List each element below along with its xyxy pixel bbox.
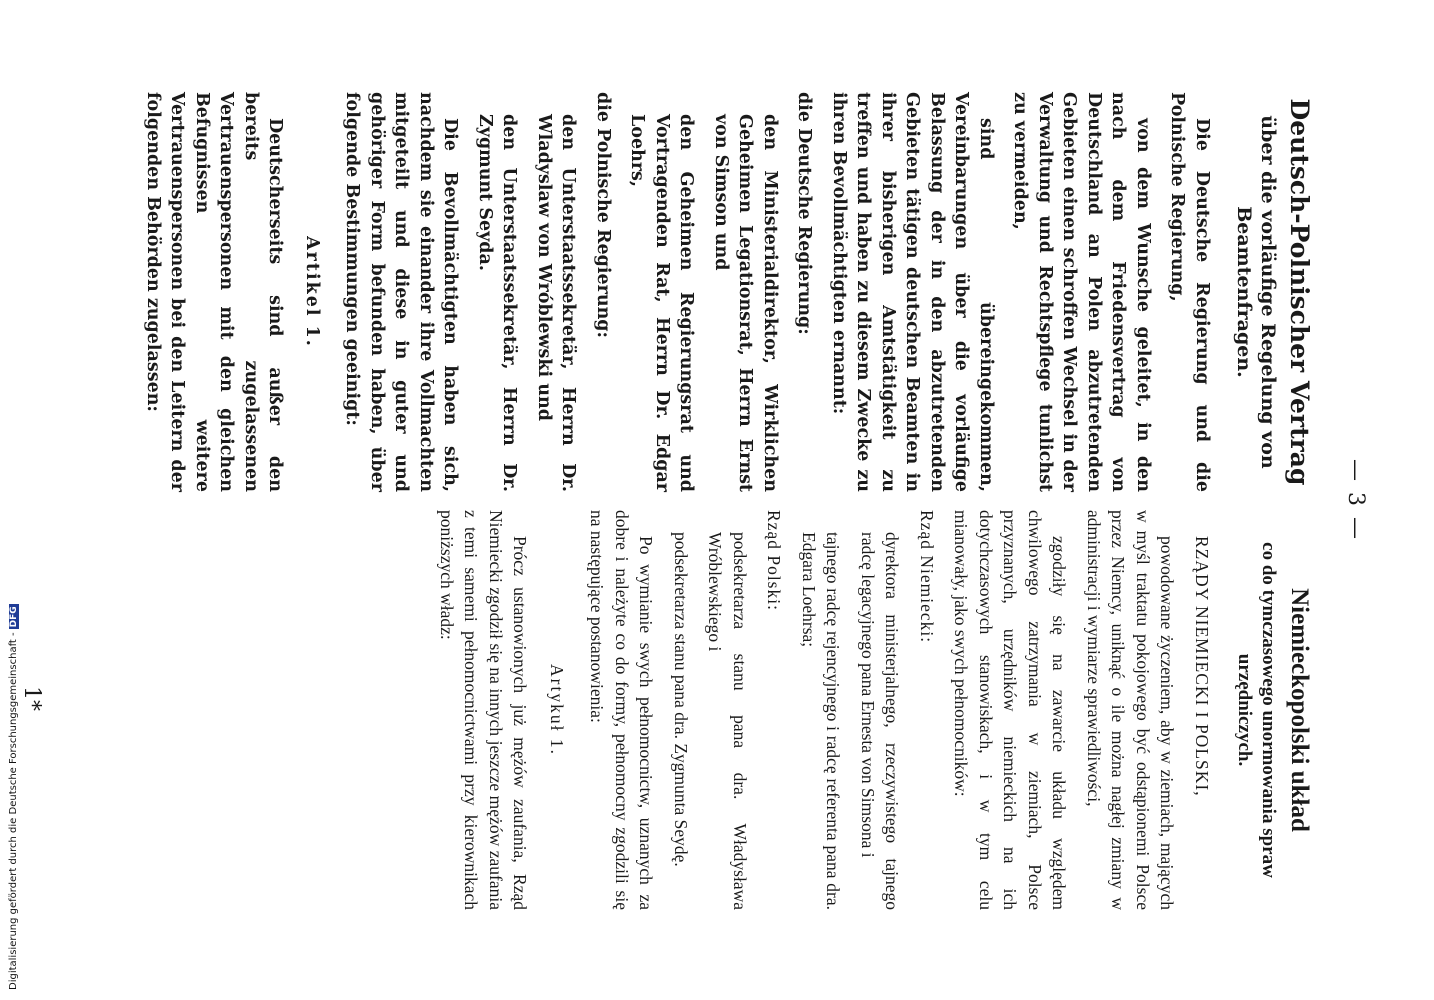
- german-representative: den Unterstaatssekretär, Herrn Dr. Zygmunt Seyda.: [475, 114, 520, 492]
- german-government-heading: die Deutsche Regierung:: [794, 92, 815, 335]
- signature-mark: 1*: [19, 686, 44, 711]
- german-representative: den Geheimen Regierungsrat und Vortragenden Rat, Herrn Dr. Edgar Loehrs,: [627, 114, 697, 492]
- polish-representative: dyrektora ministerjalnego, rzeczywistego tajnego radcę legacyjnego pana Ernesta von Simsona i: [858, 532, 903, 910]
- page-number: — 3 —: [1343, 459, 1368, 541]
- polish-paragraph: RZĄDY NIEMIECKI I POLSKI,: [1192, 536, 1212, 797]
- german-paragraph: Die Bevollmächtigten haben sich, nachdem sie einander ihre Vollmachten mitgeteilt und diese in guter und gehöriger Form befunden haben, über folgende Bestimmungen geeinigt:: [342, 92, 461, 492]
- polish-representative: tajnego radcę rejencyjnego i radcę referenta pana dra. Edgara Loehrsa;: [799, 532, 844, 910]
- polish-article-heading: Artykuł 1.: [547, 664, 567, 756]
- polish-paragraph: zgodziły się na zawarcie układu względem chwilowego zatrzymania w ziemiach, Polsce przyznanych, urzędników niemieckich na ich dotychczasowych stanowiskach, i w tym celu mianowały, jako swych pełnomocników:: [951, 510, 1070, 910]
- polish-paragraph: Po wymianie swych pełnomocnictw, uznanych za dobre i należyte co do formy, pełnomocny zgodzili się na następujące postanowienia:: [587, 510, 657, 910]
- footer-label: Digitalisierung gefördert durch die Deutsche Forschungsgemeinschaft -: [8, 632, 19, 990]
- polish-representative: podsekretarza stanu pana dra. Zygmunta Seydę.: [671, 532, 691, 867]
- polish-subtitle: co do tymczasowego unormowania spraw urzędniczych.: [1234, 542, 1279, 878]
- polish-title: Niemieckopolski układ: [1286, 588, 1313, 832]
- german-paragraph: Die Deutsche Regierung und die Polnische Regierung,: [1167, 92, 1212, 492]
- german-article-heading: Artikel 1.: [302, 236, 322, 348]
- digitization-footer: [0, 0, 18, 1000]
- german-paragraph: Deutscherseits sind außer den bereits zugelassenen Vertrauenspersonen mit den gleichen Befugnissen weitere Vertrauenspersonen bei den Leitern der folgenden Behörden zugelassen:: [143, 92, 286, 492]
- german-paragraph: sind übereingekommen, Vereinbarungen über die vorläufige Belassung der in den abzutretenden Gebieten tätigen deutschen Beamten in ihrer bisherigen Amtstätigkeit zu treffen und haben zu diesem Zwecke zu ihren Bevollmächtigten ernannt:: [829, 92, 996, 492]
- polish-government-heading: Rząd Polski:: [764, 510, 785, 611]
- polish-paragraph: powodowane życzeniem, aby w ziemiach, mających w myśl traktatu pokojowego być odstąpionemi Polsce przez Niemcy, uniknąć o ile można nagłej zmiany w administracji i wymiarze sprawiedliwości,: [1084, 510, 1178, 910]
- german-paragraph: von dem Wunsche geleitet, in den nach dem Friedensvertrag von Deutschland an Polen abzutretenden Gebieten einen schroffen Wechsel in der Verwaltung und Rechtspflege tunlichst zu vermeiden,: [1010, 92, 1153, 492]
- footer-text: [8, 604, 19, 990]
- german-government-heading: die Polnische Regierung:: [593, 92, 613, 339]
- polish-column: [425, 510, 1315, 910]
- german-representative: den Ministerialdirektor, Wirklichen Geheimen Legationsrat, Herrn Ernst von Simson und: [711, 114, 780, 492]
- german-column: [131, 92, 1315, 492]
- dfg-logo-icon: DFG: [9, 606, 19, 628]
- polish-government-heading: Rząd Niemiecki:: [917, 510, 937, 644]
- german-title: Deutsch-Polnischer Vertrag: [1285, 98, 1314, 486]
- german-representative: den Unterstaatssekretär, Herrn Dr. Wladyslaw von Wróblewski und: [534, 114, 579, 492]
- german-subtitle: über die vorläufige Regelung von Beamtenfragen.: [1233, 115, 1279, 469]
- polish-representative: podsekretarza stanu pana dra. Władysława Wróblewskiego i: [705, 532, 750, 910]
- polish-paragraph: Prócz ustanowionych już mężów zaufania, Rząd Niemiecki zgodził się na innych jeszcze mężów zaufania z temi samemi pełnomocnictwami przy kierownikach poniższych władz:: [437, 510, 531, 910]
